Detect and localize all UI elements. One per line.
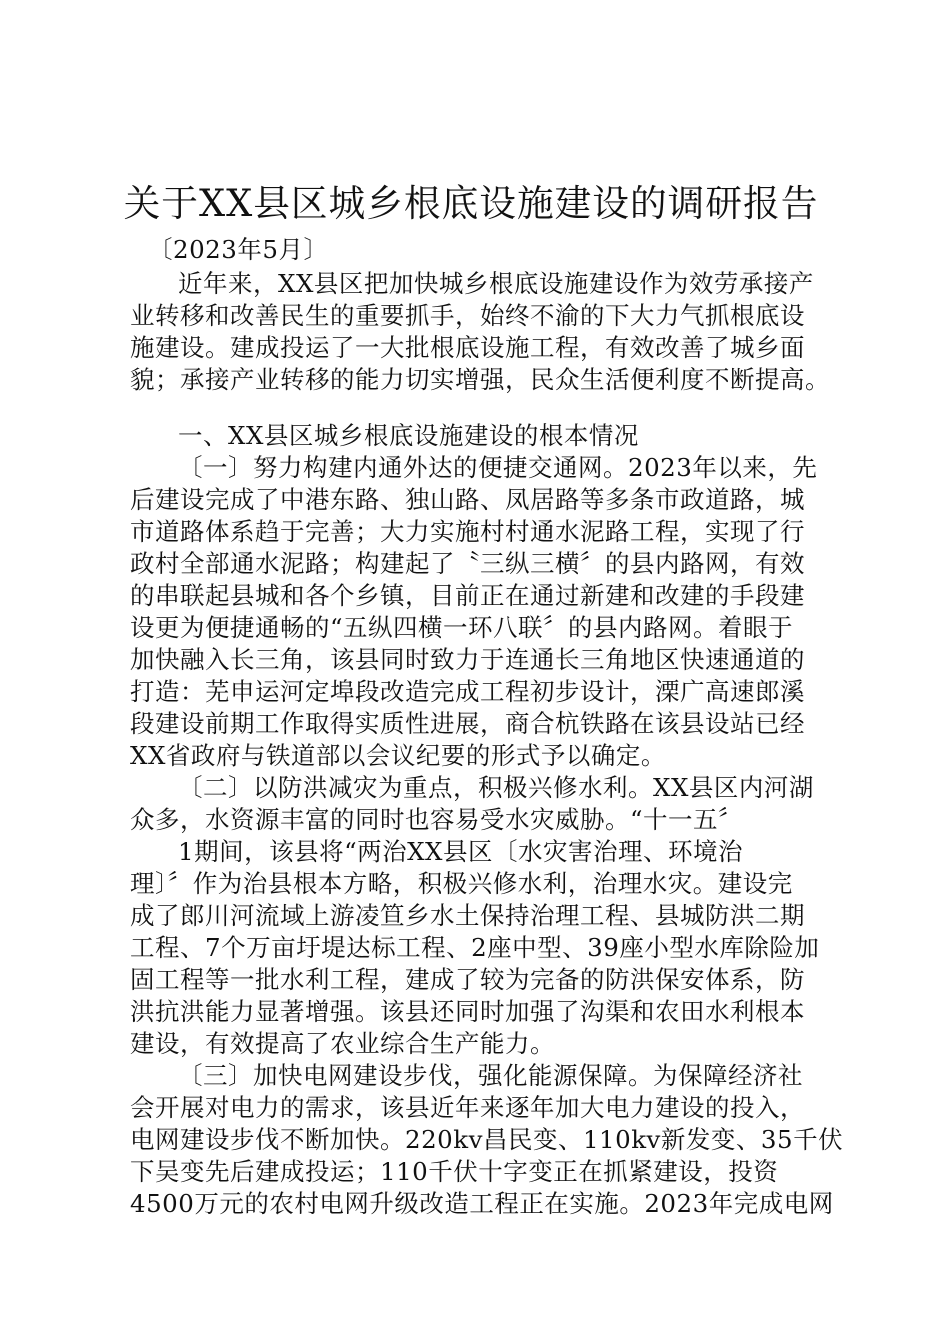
paragraph-line: 洪抗洪能力显著增强。该县还同时加强了沟渠和农田水利根本 — [130, 997, 805, 1026]
paragraph-line: 业转移和改善民生的重要抓手，始终不渝的下大力气抓根底设 — [130, 301, 805, 330]
document-date: 〔2023年5月〕 — [148, 235, 329, 264]
paragraph-line: 打造：芜申运河定埠段改造完成工程初步设计，溧广高速郎溪 — [130, 677, 805, 706]
paragraph-line: 市道路体系趋于完善；大力实施村村通水泥路工程，实现了行 — [130, 517, 805, 546]
section-heading: 一、XX县区城乡根底设施建设的根本情况 — [178, 421, 639, 450]
paragraph-line: 建设，有效提高了农业综合生产能力。 — [130, 1029, 555, 1058]
paragraph-line: XX省政府与铁道部以会议纪要的形式予以确定。 — [130, 741, 666, 770]
paragraph-line: 〔二〕以防洪减灾为重点，积极兴修水利。XX县区内河湖 — [178, 773, 814, 802]
paragraph-line: 理〕〞作为治县根本方略，积极兴修水利，治理水灾。建设完 — [130, 869, 793, 898]
paragraph-line: 近年来，XX县区把加快城乡根底设施建设作为效劳承接产 — [178, 269, 814, 298]
paragraph-line: 下吴变先后建成投运；110千伏十字变正在抓紧建设，投资 — [130, 1157, 779, 1186]
paragraph-line: 1期间，该县将“两治XX县区〔水灾害治理、环境治 — [178, 837, 743, 866]
paragraph-line: 段建设前期工作取得实质性进展，商合杭铁路在该县设站已经 — [130, 709, 805, 738]
document-title: 关于XX县区城乡根底设施建设的调研报告 — [123, 182, 819, 225]
paragraph-line: 政村全部通水泥路；构建起了〝三纵三横〞的县内路网，有效 — [130, 549, 805, 578]
paragraph-line: 众多，水资源丰富的同时也容易受水灾威胁。“十一五〞 — [130, 805, 744, 834]
paragraph-line: 施建设。建成投运了一大批根底设施工程，有效改善了城乡面 — [130, 333, 805, 362]
paragraph-line: 加快融入长三角，该县同时致力于连通长三角地区快速通道的 — [130, 645, 805, 674]
paragraph-line: 的串联起县城和各个乡镇，目前正在通过新建和改建的手段建 — [130, 581, 805, 610]
paragraph-line: 4500万元的农村电网升级改造工程正在实施。2023年完成电网 — [130, 1189, 834, 1218]
paragraph-line: 后建设完成了中港东路、独山路、凤居路等多条市政道路，城 — [130, 485, 805, 514]
paragraph-line: 会开展对电力的需求，该县近年来逐年加大电力建设的投入， — [130, 1093, 805, 1122]
paragraph-line: 固工程等一批水利工程，建成了较为完备的防洪保安体系，防 — [130, 965, 805, 994]
paragraph-line: 貌；承接产业转移的能力切实增强，民众生活便利度不断提高。 — [130, 365, 830, 394]
paragraph-line: 设更为便捷通畅的“五纵四横一环八联〞的县内路网。着眼于 — [130, 613, 794, 642]
paragraph-line: 工程、7个万亩圩堤达标工程、2座中型、39座小型水库除险加 — [130, 933, 820, 962]
paragraph-line: 电网建设步伐不断加快。220kv昌民变、110kv新发变、35千伏 — [130, 1125, 844, 1154]
paragraph-line: 〔三〕加快电网建设步伐，强化能源保障。为保障经济社 — [178, 1061, 803, 1090]
paragraph-line: 成了郎川河流域上游凌笪乡水土保持治理工程、县城防洪二期 — [130, 901, 805, 930]
paragraph-line: 〔一〕努力构建内通外达的便捷交通网。2023年以来，先 — [178, 453, 818, 482]
